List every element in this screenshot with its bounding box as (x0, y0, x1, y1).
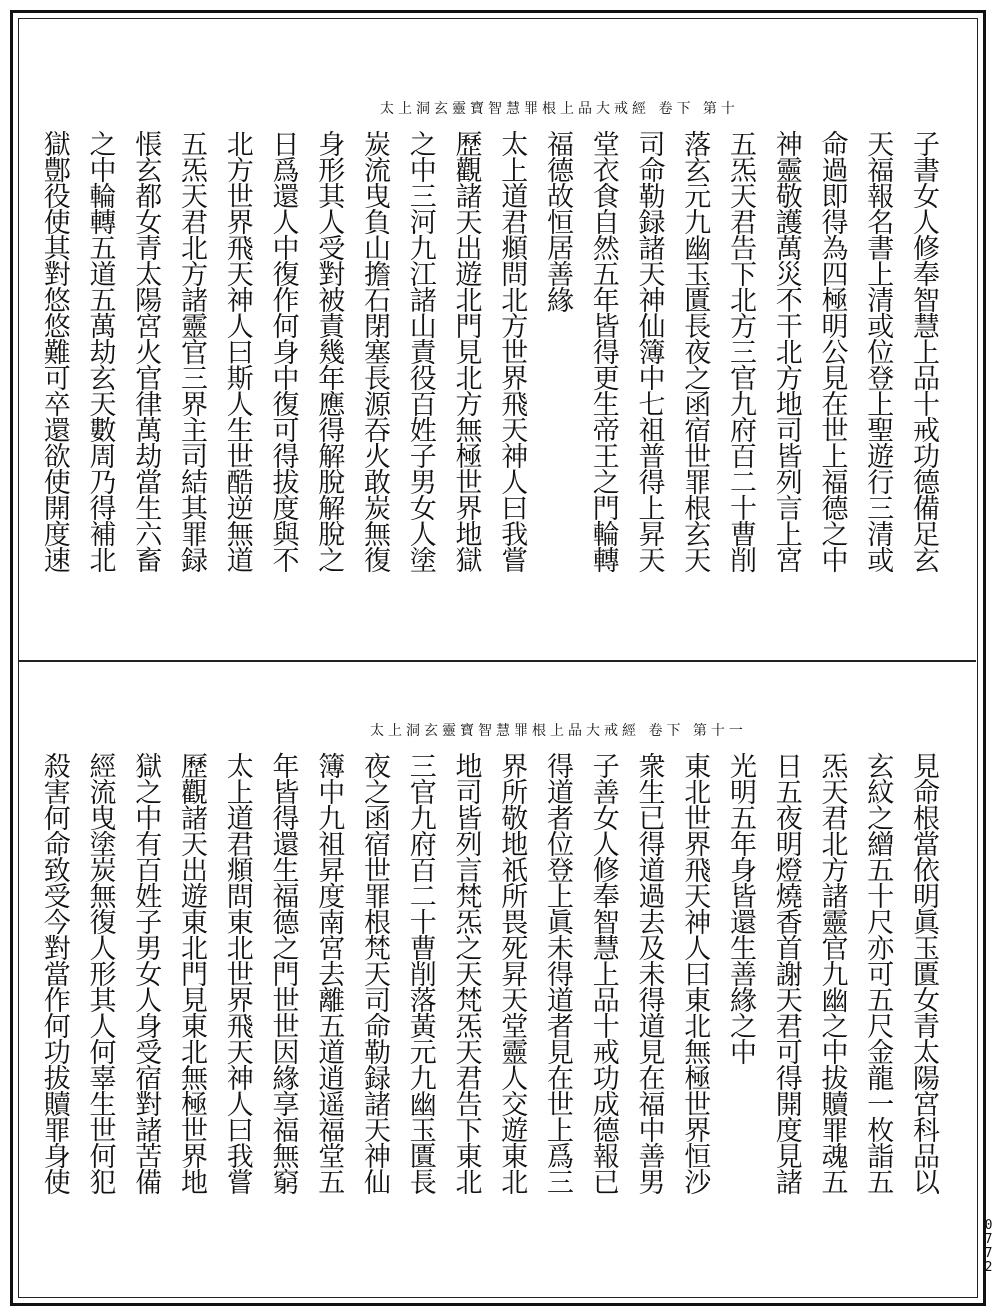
text-column: 神靈敬護萬災不干北方地司皆列言上宮 (770, 130, 802, 572)
text-column: 衆生已得道過去及未得道見在福中善男 (633, 752, 665, 1194)
text-column: 見命根當依明眞玉匱女青太陽宮科品以 (908, 752, 939, 1194)
text-column: 年皆得還生福德之門世世因緣享福無窮 (267, 752, 299, 1194)
text-column: 光明五年身皆還生善緣之中 (725, 752, 756, 1064)
text-column: 五炁天君北方諸靈官三界主司結其罪録 (176, 130, 207, 572)
text-column: 界所敬地祇所畏死昇天堂靈人交遊東北 (496, 752, 528, 1194)
page-divider (18, 660, 976, 662)
page-number: 0772 (981, 1218, 996, 1274)
text-column: 東北世界飛天神人曰東北無極世界恒沙 (679, 752, 711, 1194)
text-column: 歷觀諸天出遊北門見北方無極世界地獄 (450, 130, 482, 572)
text-column: 獄鄷役使其對悠悠難可卒還欲使開度速 (38, 130, 70, 572)
text-column: 太上道君頫問北方世界飛天神人曰我嘗 (496, 130, 528, 572)
text-column: 堂衣食自然五年皆得更生帝王之門輪轉 (587, 130, 619, 572)
text-column: 太上道君頫問東北世界飛天神人曰我嘗 (221, 752, 253, 1194)
text-column: 日五夜明燈燒香首謝天君可得開度見諸 (770, 752, 802, 1194)
text-column: 之中輪轉五道五萬劫玄天數周乃得補北 (84, 130, 116, 572)
bottom-page-header: 太上洞玄靈寶智慧罪根上品大戒經 卷下 第十一 (370, 723, 747, 739)
text-column: 福德故恒居善緣 (542, 130, 573, 312)
text-column: 日爲還人中復作何身中復可得拔度與不 (267, 130, 299, 572)
text-column: 歷觀諸天出遊東北門見東北無極世界地 (176, 752, 207, 1194)
text-column: 玄紋之繒五十尺亦可五尺金龍一枚詣五 (862, 752, 894, 1194)
text-column: 命過即得為四極明公見在世上福德之中 (816, 130, 848, 572)
text-column: 炭流曳負山擔石閉塞長源吞火敢炭無復 (359, 130, 390, 572)
text-column: 北方世界飛天神人曰斯人生世酷逆無道 (221, 130, 253, 572)
text-column: 悵玄都女青太陽宮火官律萬劫當生六畜 (130, 130, 162, 572)
text-column: 之中三河九江諸山責役百姓子男女人塗 (404, 130, 436, 572)
text-column: 得道者位登上眞未得道者見在世上爲三 (542, 752, 573, 1194)
text-column: 夜之函宿世罪根梵天司命勒録諸天神仙 (359, 752, 390, 1194)
text-column: 司命勒録諸天神仙簿中七祖普得上昇天 (633, 130, 665, 572)
text-column: 天福報名書上清或位登上聖遊行三清或 (862, 130, 894, 572)
text-column: 炁天君北方諸靈官九幽之中拔贖罪魂五 (816, 752, 848, 1194)
text-column: 五炁天君告下北方三官九府百二十曹削 (725, 130, 756, 572)
text-column: 地司皆列言梵炁之天梵炁天君告下東北 (450, 752, 482, 1194)
top-page-header: 太上洞玄靈寶智慧罪根上品大戒經 卷下 第十 (380, 101, 739, 117)
text-column: 殺害何命致受今對當作何功拔贖罪身使 (38, 752, 70, 1194)
text-column: 三官九府百二十曹削落黃元九幽玉匱長 (404, 752, 436, 1194)
text-column: 經流曳塗炭無復人形其人何辜生世何犯 (84, 752, 116, 1194)
text-column: 獄之中有百姓子男女人身受宿對諸苦備 (130, 752, 162, 1194)
text-column: 落玄元九幽玉匱長夜之函宿世罪根玄天 (679, 130, 711, 572)
text-column: 子善女人修奉智慧上品十戒功成德報已 (587, 752, 619, 1194)
text-column: 簿中九祖昇度南宮去離五道逍遥福堂五 (313, 752, 345, 1194)
bottom-page-text (30, 752, 945, 1292)
top-page-text (30, 130, 945, 650)
text-column: 子書女人修奉智慧上品十戒功德備足玄 (908, 130, 939, 572)
text-column: 身形其人受對被責幾年應得解脫解脫之 (313, 130, 345, 572)
